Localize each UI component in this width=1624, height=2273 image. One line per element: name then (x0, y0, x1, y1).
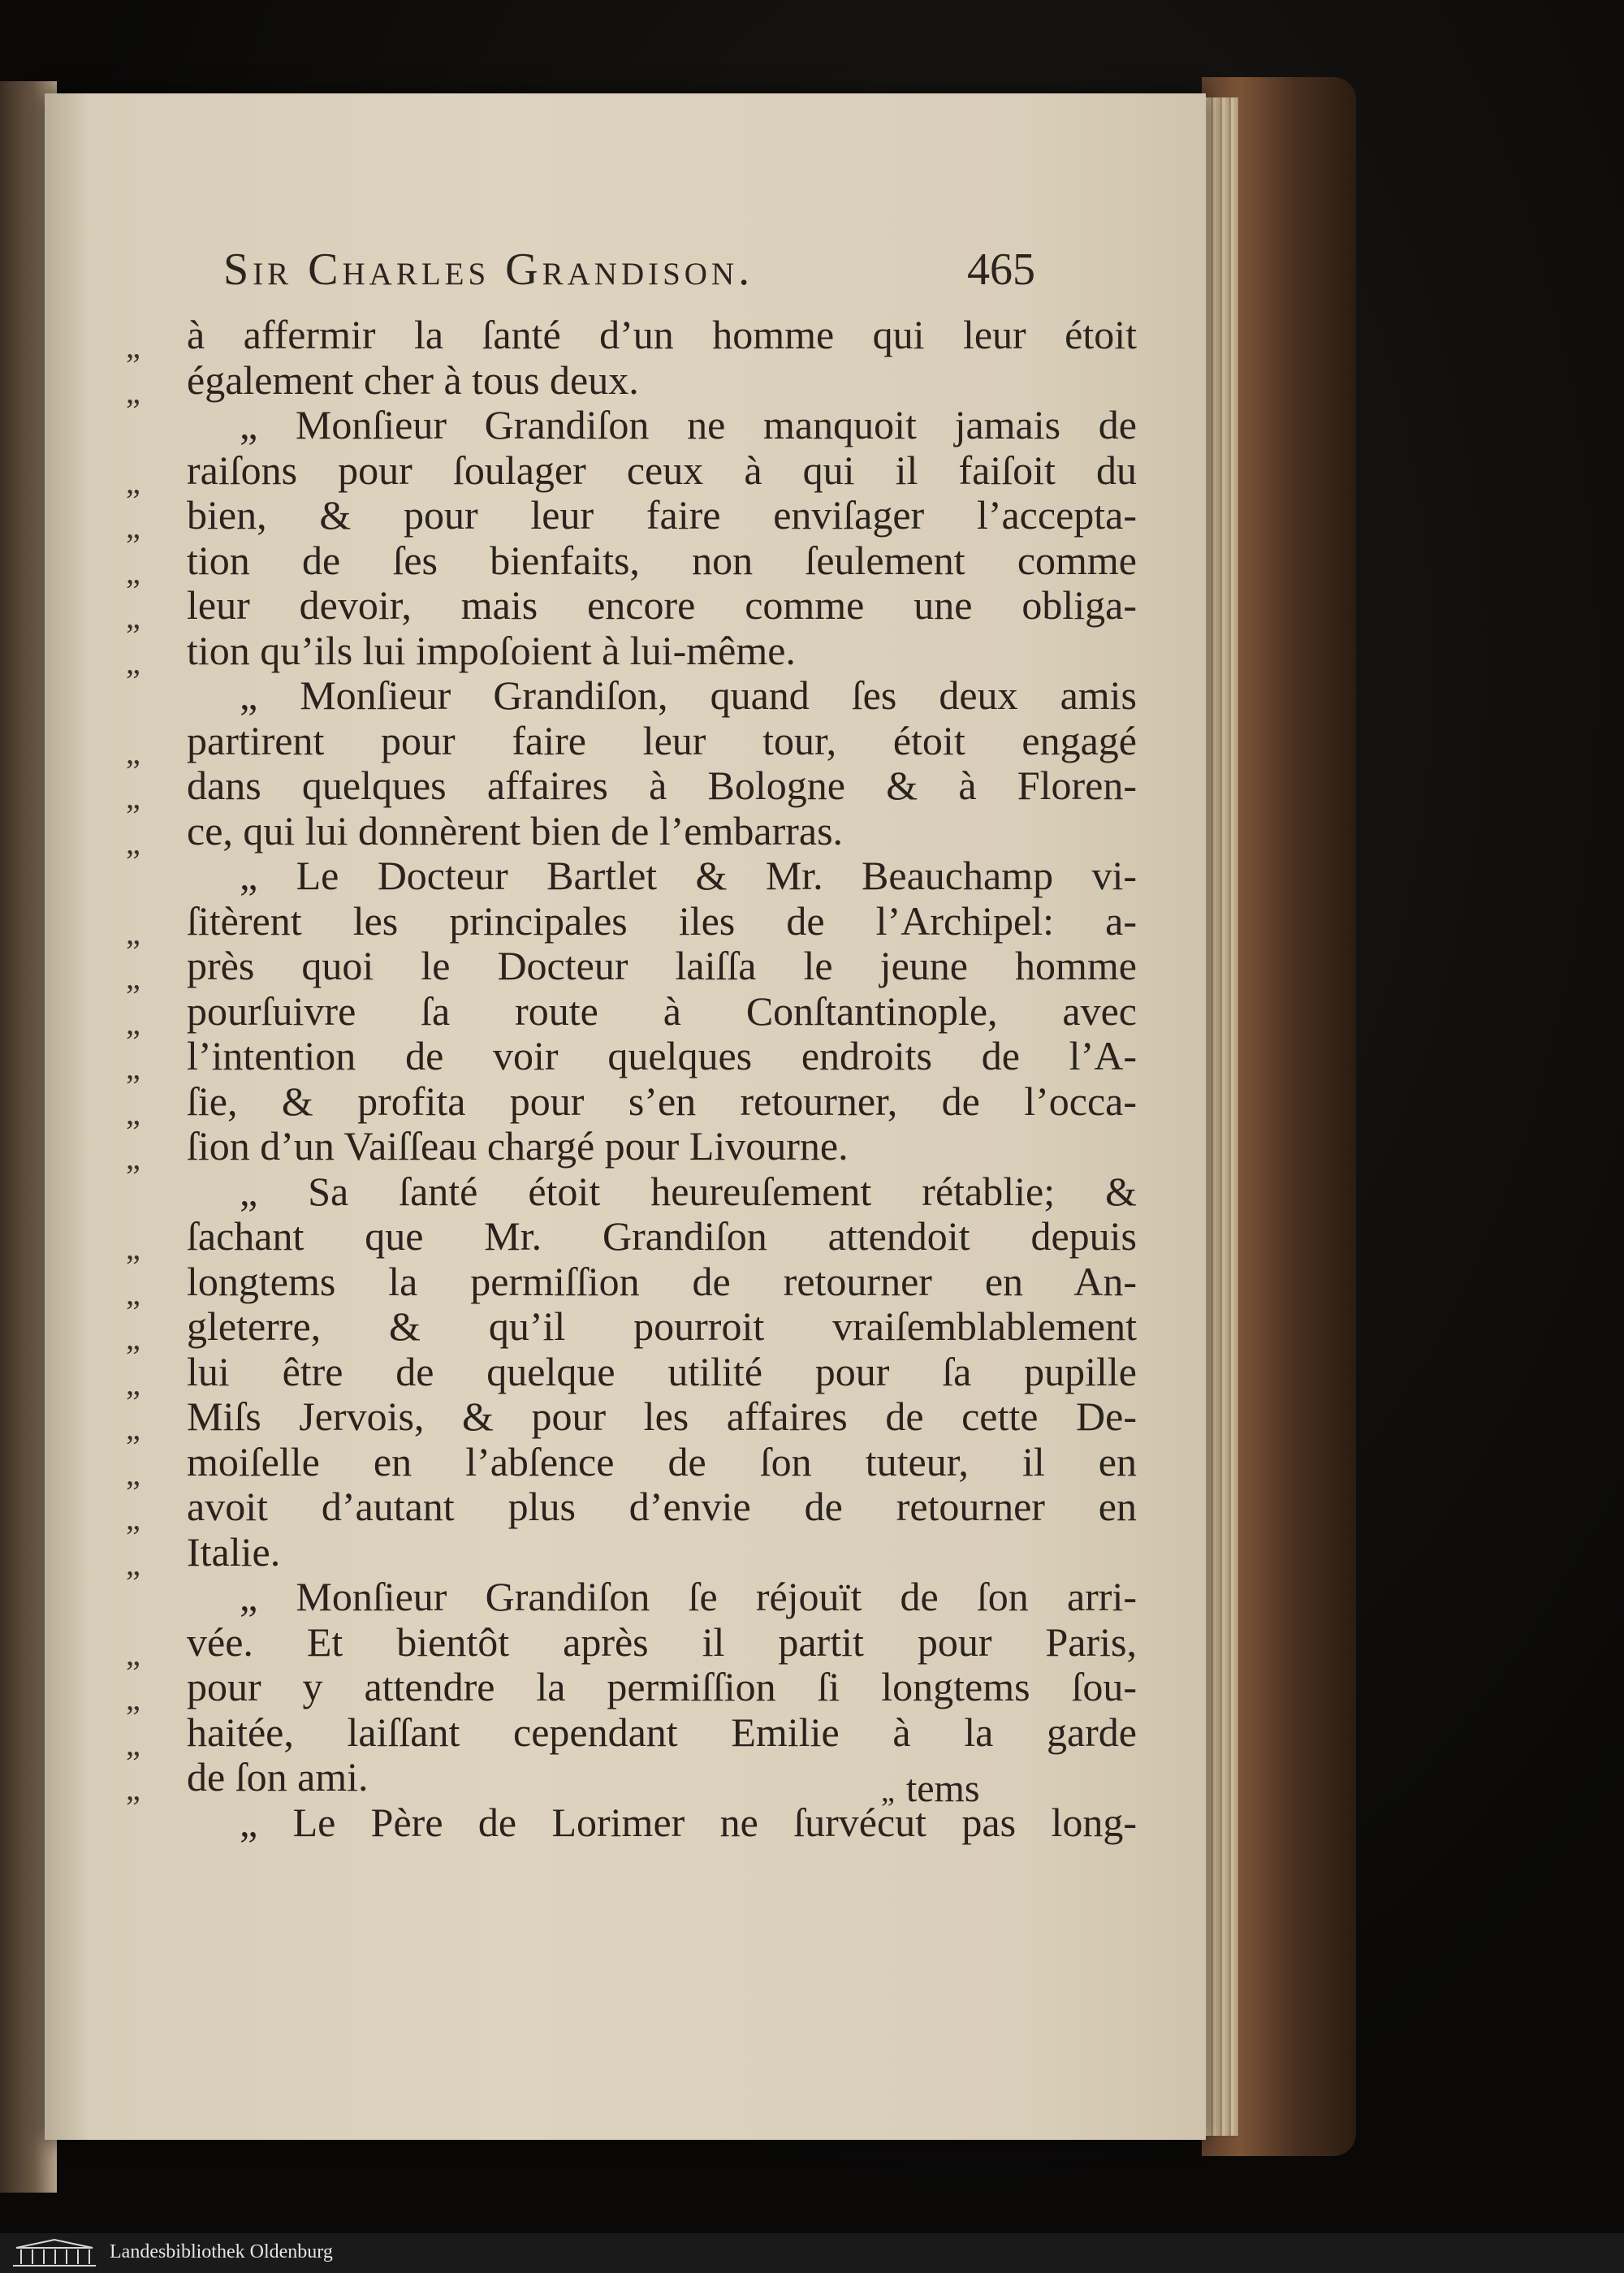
quote-mark: „ (126, 1229, 140, 1266)
line-text: „ Le Docteur Bartlet & Mr. Beauchamp vi- (240, 853, 1137, 898)
line-text: ſitèrent les principales iles de l’Archipel: a- (187, 897, 1137, 944)
line-text: avoit d’autant plus d’envie de retourner en (187, 1484, 1137, 1529)
text-line (126, 853, 1137, 899)
line-text: moiſelle en l’abſence de ſon tuteur, il en (187, 1438, 1137, 1484)
quote-mark: „ (126, 1725, 140, 1762)
quote-mark: „ (126, 1410, 140, 1446)
line-text: pour y attendre la permiſſion ſi longtems ſou- (187, 1664, 1137, 1709)
line-text: „ Le Père de Lorimer ne ſurvécut pas long- (240, 1799, 1137, 1845)
text-line (126, 807, 1019, 861)
quote-mark: „ (126, 463, 140, 500)
page-number: 465 (967, 244, 1035, 295)
quote-mark: „ (126, 598, 140, 635)
line-text: longtems la permiſſion de retourner en An- (187, 1258, 1137, 1304)
line-text: dans quelques affaires à Bologne & à Floren- (187, 763, 1137, 808)
library-building-icon (10, 2238, 99, 2268)
text-line (126, 1528, 1019, 1582)
body-text (126, 312, 1137, 1845)
quote-mark: „ (126, 779, 140, 815)
text-line (126, 1168, 1137, 1215)
line-text: également cher à tous deux. (187, 357, 639, 403)
quote-mark: „ (126, 643, 140, 681)
text-line (126, 672, 1137, 719)
line-text: près quoi le Docteur laiſſa le jeune homme (187, 943, 1137, 988)
line-text: „ Monſieur Grandiſon, quand ſes deux amis (240, 672, 1137, 718)
text-line (126, 1664, 1137, 1717)
quote-mark: „ (126, 1680, 140, 1717)
catchword-quote-mark: „ (881, 1774, 895, 1808)
text-line (126, 357, 1019, 410)
quote-mark: „ (126, 1049, 140, 1086)
quote-mark: „ (126, 328, 140, 365)
text-line (126, 1574, 1137, 1620)
text-line (126, 987, 1137, 1041)
text-line (126, 763, 1137, 815)
running-title: Sir Charles Grandison. (223, 244, 754, 295)
quote-mark: „ (126, 1320, 140, 1356)
text-line (126, 717, 1137, 771)
quote-mark: „ (126, 1454, 140, 1492)
line-text: pourſuivre ſa route à Conſtantinople, avec (187, 987, 1137, 1034)
line-text: partirent pour faire leur tour, étoit engagé (187, 717, 1137, 763)
text-line (126, 943, 1137, 996)
line-text: raiſons pour ſoulager ceux à qui il faiſoit du (187, 447, 1137, 493)
line-text: gleterre, & qu’il pourroit vraiſemblablement (187, 1303, 1137, 1349)
line-text: l’intention de voir quelques endroits de l’A- (187, 1033, 1137, 1078)
text-line (126, 897, 1137, 951)
text-line (126, 627, 1019, 681)
quote-mark: „ (126, 1274, 140, 1312)
line-text: ſachant que Mr. Grandiſon attendoit depuis (187, 1213, 1137, 1259)
text-line (126, 1348, 1137, 1402)
text-line (126, 402, 1137, 448)
catchword-text: tems (905, 1767, 980, 1810)
footer-bar (0, 2233, 1624, 2273)
line-text: ſion d’un Vaiſſeau chargé pour Livourne. (187, 1123, 849, 1169)
quote-mark: „ (126, 373, 140, 410)
line-text: vée. Et bientôt après il partit pour Paris, (187, 1618, 1137, 1665)
text-line (126, 1438, 1137, 1492)
line-text: Miſs Jervois, & pour les affaires de cette De- (187, 1394, 1137, 1439)
quote-mark: „ (126, 1364, 140, 1402)
quote-mark: „ (126, 553, 140, 590)
text-line (126, 1709, 1137, 1762)
line-text: bien, & pour leur faire enviſager l’accepta- (187, 492, 1137, 538)
line-text: tion de ſes bienfaits, non ſeulement comme (187, 537, 1137, 583)
quote-mark: „ (126, 1139, 140, 1176)
line-text: de ſon ami. (187, 1754, 369, 1800)
catchword (881, 1766, 980, 1811)
quote-mark: „ (126, 1094, 140, 1131)
line-text: „ Monſieur Grandiſon ne manquoit jamais de (240, 402, 1137, 447)
quote-mark: „ (126, 1635, 140, 1672)
quote-mark: „ (126, 1545, 140, 1582)
text-line (126, 492, 1137, 545)
text-line (126, 537, 1137, 590)
line-text: haitée, laiſſant cependant Emilie à la garde (187, 1709, 1137, 1755)
text-line (126, 1033, 1137, 1086)
line-text: tion qu’ils lui impoſoient à lui-même. (187, 627, 796, 673)
line-text: à affermir la ſanté d’un homme qui leur étoit (187, 312, 1137, 357)
line-text: „ Sa ſanté étoit heureuſement rétablie; & (240, 1168, 1137, 1214)
quote-mark: „ (126, 914, 140, 951)
quote-mark: „ (126, 823, 140, 861)
library-name: Landesbibliothek Oldenburg (110, 2241, 333, 2262)
line-text: leur devoir, mais encore comme une obliga- (187, 582, 1137, 628)
line-text: ſie, & profita pour s’en retourner, de l’occa- (187, 1078, 1137, 1124)
text-line (126, 1123, 1019, 1176)
quote-mark: „ (126, 1004, 140, 1041)
text-line (126, 1303, 1137, 1356)
text-line (126, 582, 1137, 635)
line-text: „ Monſieur Grandiſon ſe réjouït de ſon arri- (240, 1574, 1137, 1619)
quote-mark: „ (126, 1500, 140, 1536)
line-text: lui être de quelque utilité pour ſa pupille (187, 1348, 1137, 1394)
text-line (126, 1213, 1137, 1266)
text-line (126, 1078, 1137, 1131)
text-line (126, 1394, 1137, 1446)
text-line (126, 447, 1137, 500)
quote-mark: „ (126, 508, 140, 545)
line-text: Italie. (187, 1528, 281, 1575)
text-line (126, 1618, 1137, 1672)
line-text: ce, qui lui donnèrent bien de l’embarras. (187, 807, 844, 853)
quote-mark: „ (126, 733, 140, 771)
page-header (223, 244, 1035, 309)
text-line (126, 312, 1137, 365)
quote-mark: „ (126, 1770, 140, 1807)
text-line (126, 1484, 1137, 1536)
quote-mark: „ (126, 959, 140, 996)
text-line (126, 1258, 1137, 1312)
